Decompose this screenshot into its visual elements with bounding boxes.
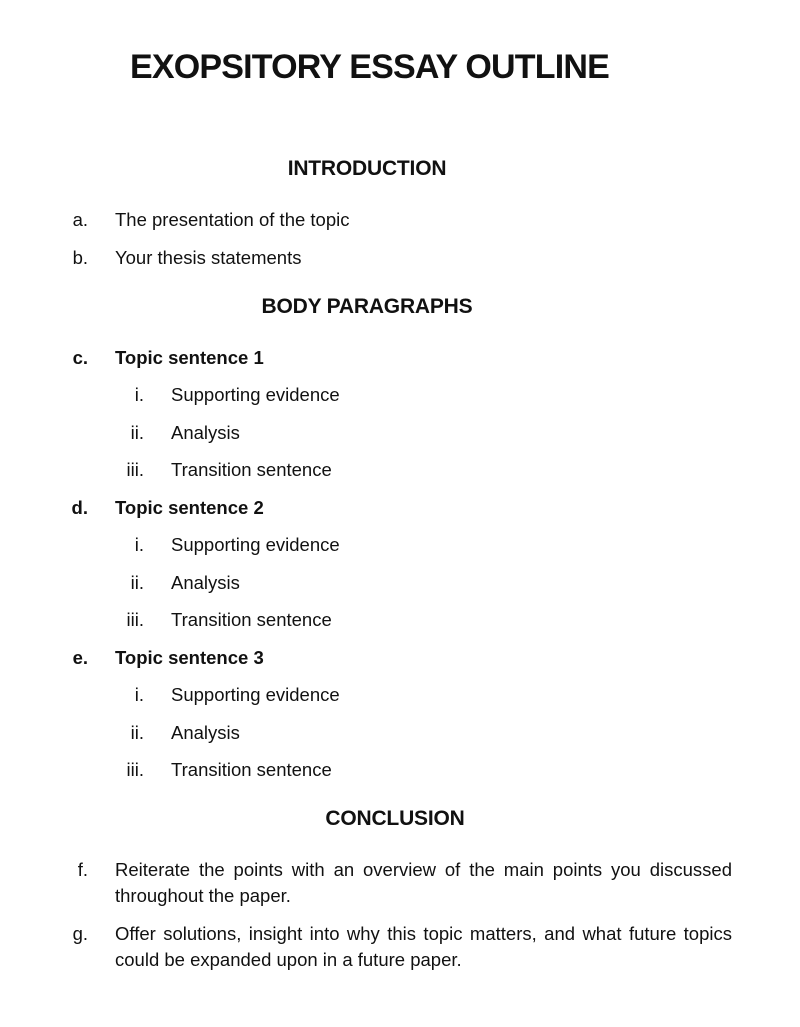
list-marker: d. bbox=[71, 497, 88, 518]
list-item-text: Your thesis statements bbox=[115, 247, 302, 268]
list-marker: c. bbox=[72, 347, 88, 368]
list-item-text: The presentation of the topic bbox=[115, 209, 350, 230]
sub-item-text: Analysis bbox=[171, 422, 240, 443]
sub-item-text: Transition sentence bbox=[171, 759, 332, 780]
list-marker: f. bbox=[77, 859, 88, 880]
topic-sentence: Topic sentence 3 bbox=[115, 647, 264, 668]
sub-item-text: Supporting evidence bbox=[171, 384, 340, 405]
list-marker: b. bbox=[72, 247, 88, 268]
body-paragraphs-heading: BODY PARAGRAPHS bbox=[261, 295, 473, 318]
sub-item-text: Analysis bbox=[171, 572, 240, 593]
sub-item-text: Supporting evidence bbox=[171, 534, 340, 555]
sub-marker: ii. bbox=[130, 572, 144, 593]
sub-marker: iii. bbox=[126, 459, 144, 480]
sub-item-text: Supporting evidence bbox=[171, 684, 340, 705]
topic-sentence: Topic sentence 2 bbox=[115, 497, 264, 518]
list-marker: g. bbox=[72, 923, 88, 944]
sub-item-text: Transition sentence bbox=[171, 459, 332, 480]
sub-marker: i. bbox=[134, 534, 144, 555]
sub-item-text: Transition sentence bbox=[171, 609, 332, 630]
list-item-text: Reiterate the points with an overview of the main points you discussed throughout the paper. bbox=[115, 859, 732, 906]
list-marker: a. bbox=[72, 209, 88, 230]
sub-marker: i. bbox=[134, 684, 144, 705]
sub-item-text: Analysis bbox=[171, 722, 240, 743]
topic-sentence: Topic sentence 1 bbox=[115, 347, 264, 368]
sub-marker: iii. bbox=[126, 759, 144, 780]
sub-marker: i. bbox=[134, 384, 144, 405]
sub-marker: iii. bbox=[126, 609, 144, 630]
conclusion-heading: CONCLUSION bbox=[325, 807, 465, 830]
list-item-text: Offer solutions, insight into why this topic matters, and what future topics could be expanded upon in a future paper. bbox=[115, 923, 732, 970]
sub-marker: ii. bbox=[130, 422, 144, 443]
sub-marker: ii. bbox=[130, 722, 144, 743]
list-marker: e. bbox=[72, 647, 88, 668]
introduction-heading: INTRODUCTION bbox=[287, 157, 447, 180]
document-title: EXOPSITORY ESSAY OUTLINE bbox=[130, 48, 609, 86]
